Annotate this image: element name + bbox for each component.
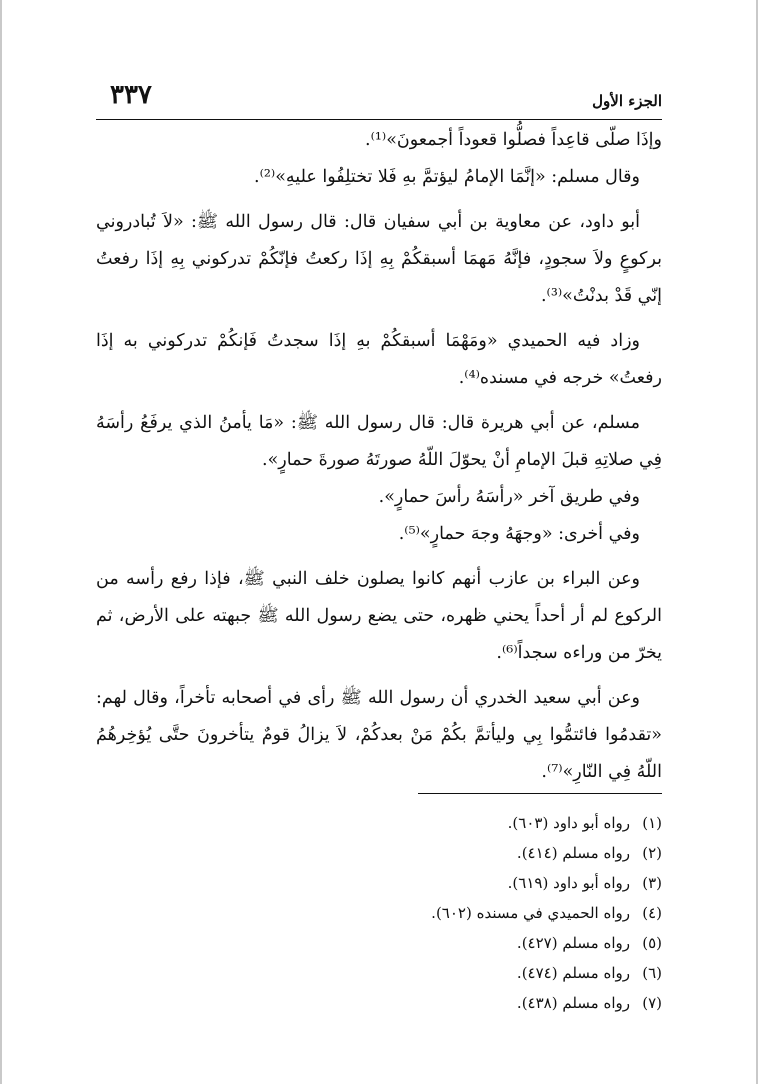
footnote-number: (٧) — [642, 994, 662, 1012]
scan-edge-left — [0, 0, 2, 1084]
footnote-text: رواه الحميدي في مسنده (٦٠٢). — [431, 904, 630, 922]
footnote-6 — [332, 958, 662, 988]
footnote-text: رواه مسلم (٤٣٨). — [516, 994, 630, 1012]
paragraph-2: وقال مسلم: «إنَّمَا الإمامُ ليؤتمَّ بهِ فَلا تختلِفُوا عليهِ»⁽²⁾. — [254, 167, 640, 187]
footnote-number: (٢) — [642, 844, 662, 862]
footnote-text: رواه أبو داود (٦٠٣). — [507, 814, 630, 832]
footnote-text: رواه أبو داود (٦١٩). — [507, 874, 630, 892]
footnote-rule — [418, 793, 662, 794]
paragraph-3: أبو داود، عن معاوية بن أبي سفيان قال: قال رسول الله ﷺ: «لاَ تُبادروني بركوعٍ ولاَ سجودٍ، فإنَّهُ مَهمَا أسبقكُمْ بِهِ إذَا ركعتُ فإنّكُمْ تدركوني بِهِ إذَا رفعتُ إنّي قَدْ بدنْتُ»⁽³⁾. — [96, 212, 662, 306]
footnote-number: (٥) — [642, 934, 662, 952]
footnote-number: (١) — [642, 814, 662, 832]
footnote-text: رواه مسلم (٤٢٧). — [516, 934, 630, 952]
footnote-number: (٦) — [642, 964, 662, 982]
footnote-3 — [332, 868, 662, 898]
paragraph-6: وفي طريق آخر «رأسَهُ رأسَ حمارٍ». — [378, 487, 640, 507]
footnote-number: (٣) — [642, 874, 662, 892]
footnote-7 — [332, 988, 662, 1018]
running-header-title: الجزء الأول — [592, 92, 662, 110]
paragraph-9: وعن أبي سعيد الخدري أن رسول الله ﷺ رأى في أصحابه تأخراً، وقال لهم: «تقدمُوا فائتمُّوا بِي وليأتمَّ بكُمْ مَنْ بعدكُمْ، لاَ يزالُ قومٌ يتأخرونَ حتَّى يُؤخِرهُمُ اللّهُ فِي النّارِ»⁽⁷⁾. — [96, 688, 662, 782]
footnote-text: رواه مسلم (٤١٤). — [516, 844, 630, 862]
footnotes — [332, 808, 662, 1018]
footnote-number: (٤) — [642, 904, 662, 922]
paragraph-5: مسلم، عن أبي هريرة قال: قال رسول الله ﷺ: «مَا يأمنُ الذي يرفَعُ رأسَهُ فِي صلاتِهِ قبلَ الإمامِ أنْ يحوّلَ اللّهُ صورتَهُ صورةَ حمارٍ». — [96, 413, 662, 470]
footnote-1 — [332, 808, 662, 838]
main-text — [96, 122, 662, 791]
footnote-text: رواه مسلم (٤٧٤). — [516, 964, 630, 982]
footnote-5 — [332, 928, 662, 958]
paragraph-8: وعن البراء بن عازب أنهم كانوا يصلون خلف النبي ﷺ، فإذا رفع رأسه من الركوع لم أر أحداً يحني ظهره، حتى يضع رسول الله ﷺ جبهته على الأرض، ثم يخرّ من وراءه سجداً⁽⁶⁾. — [96, 569, 662, 663]
header-rule — [96, 119, 662, 120]
paragraph-7: وفي أخرى: «وجهَهُ وجهَ حمارٍ»⁽⁵⁾. — [398, 524, 640, 544]
paragraph-1: وإذَا صلّى قاعِداً فصلُّوا قعوداً أجمعونَ»⁽¹⁾. — [365, 130, 662, 150]
paragraph-4: وزاد فيه الحميدي «ومَهْمَا أسبقكُمْ بهِ إذَا سجدتُ فَإنكُمْ تدركوني به إذَا رفعتُ» خرجه في مسنده⁽⁴⁾. — [96, 331, 662, 388]
page-number: ٣٣٧ — [110, 80, 152, 110]
footnote-2 — [332, 838, 662, 868]
footnote-4 — [332, 898, 662, 928]
